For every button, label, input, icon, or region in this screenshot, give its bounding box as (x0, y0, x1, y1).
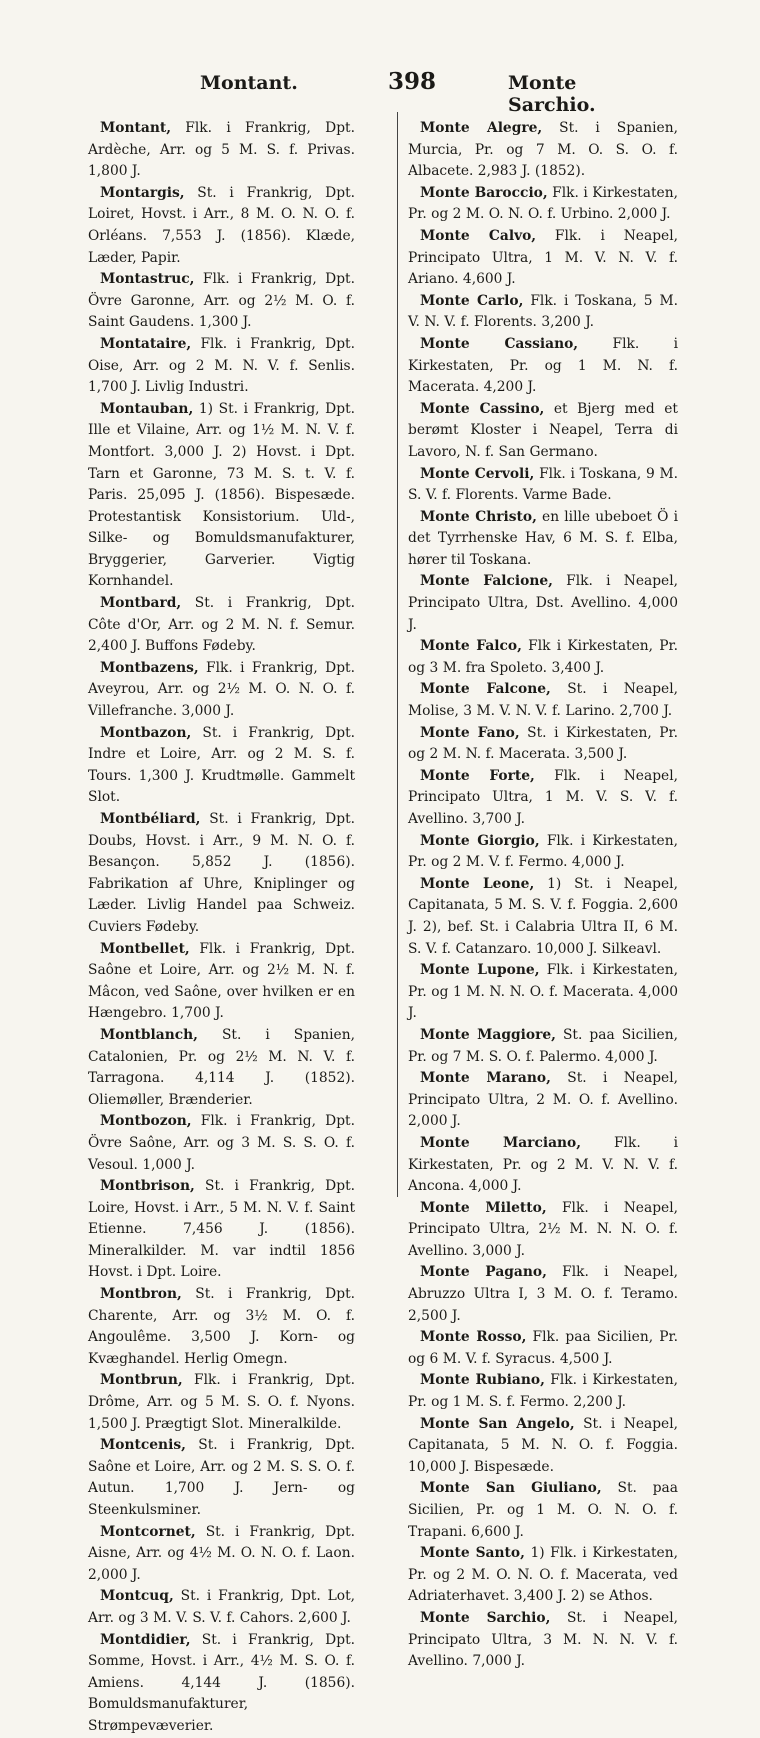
entry-text: Flk. i Kirkestaten, Pr. og 2 M. V. f. Fermo. 4,000 J. (408, 832, 678, 871)
dictionary-entry (88, 1586, 355, 1629)
entry-text: Flk. i Frankrig, Dpt. Drôme, Arr. og 5 M. S. O. f. Nyons. 1,500 J. Prægtigt Slot. Mineralkilde. (88, 1372, 355, 1432)
entry-text: 1) St. i Frankrig, Dpt. Ille et Vilaine, Arr. og 1½ M. N. V. f. Montfort. 3,000 J. 2) Hovst. i Dpt. Tarn et Garonne, 73 M. S. t. V. f. Paris. 25,095 J. (1856). Bispesæde. Protestantisk Konsistorium. Uld-, Silke- og Bomuldsmanufakturer, Bryggerier, Garverier. Vigtig Kornhandel. (88, 400, 355, 590)
dictionary-entry (408, 291, 678, 334)
entry-text: St. i Frankrig, Dpt. Loire, Hovst. i Arr., 5 M. N. V. f. Saint Etienne. 7,456 J. (1856). Mineralkilder. M. var indtil 1856 Hovst. i Dpt. Loire. (88, 1178, 355, 1281)
entry-text: 1) St. i Neapel, Capitanata, 5 M. S. V. f. Foggia. 2,600 J. 2), bef. St. i Calabria Ultra II, 6 M. S. V. f. Catanzaro. 10,000 J. Silkeavl. (408, 875, 678, 957)
entry-text: St. i Neapel, Capitanata, 5 M. N. O. f. Foggia. 10,000 J. Bispesæde. (408, 1415, 678, 1475)
entry-headword: Monte Santo, (420, 1545, 525, 1562)
entry-headword: Montbozon, (100, 1113, 192, 1130)
entry-text: Flk. i Neapel, Principato Ultra, 1 M. V. N. V. f. Ariano. 4,600 J. (408, 227, 678, 288)
entry-text: Flk i Kirkestaten, Pr. og 3 M. fra Spoleto. 3,400 J. (408, 638, 678, 676)
entry-text: Flk. i Kirkestaten, Pr. og 1 M. N. N. O. f. Macerata. 4,000 J. (408, 962, 678, 1022)
entry-headword: Monte Rosso, (420, 1329, 527, 1346)
dictionary-entry (408, 507, 678, 572)
dictionary-entry (88, 1284, 355, 1370)
entry-headword: Montdidier, (100, 1631, 191, 1648)
dictionary-entry (408, 874, 678, 960)
dictionary-entry (408, 183, 678, 226)
dictionary-entry (88, 269, 355, 334)
dictionary-entry (88, 939, 355, 1025)
dictionary-entry (88, 809, 355, 939)
entry-text: St. i Frankrig, Dpt. Loiret, Hovst. i Arr., 8 M. O. N. O. f. Orléans. 7,553 J. (1856). Klæde, Læder, Papir. (88, 184, 355, 266)
dictionary-entry (408, 1262, 678, 1327)
entry-headword: Montbazens, (100, 659, 199, 676)
dictionary-entry (408, 831, 678, 874)
entry-text: St. i Frankrig, Dpt. Charente, Arr. og 3½ M. O. f. Angoulême. 3,500 J. Korn- og Kvæghandel. Herlig Omegn. (88, 1286, 355, 1367)
entry-headword: Monte Cassino, (420, 400, 545, 417)
entry-text: St. paa Sicilien, Pr. og 1 M. O. N. O. f. Trapani. 6,600 J. (408, 1480, 678, 1540)
dictionary-entry (408, 679, 678, 722)
dictionary-entry (408, 118, 678, 183)
entry-text: St. i Neapel, Principato Ultra, 3 M. N. N. V. f. Avellino. 7,000 J. (408, 1609, 678, 1670)
entry-text: Flk. i Frankrig, Dpt. Övre Garonne, Arr. og 2½ M. O. f. Saint Gaudens. 1,300 J. (88, 271, 355, 331)
entry-text: 1) Flk. i Kirkestaten, Pr. og 2 M. O. N. O. f. Macerata, ved Adriaterhavet. 3,400 J. 2) se Athos. (408, 1545, 678, 1605)
dictionary-entry (88, 658, 355, 723)
entry-text: Flk. i Frankrig, Dpt. Ardèche, Arr. og 5 M. S. f. Privas. 1,800 J. (88, 120, 355, 180)
entry-headword: Monte Cervoli, (420, 465, 535, 482)
dictionary-entry (88, 1370, 355, 1435)
entry-headword: Monte Sarchio, (420, 1609, 551, 1626)
dictionary-entry (408, 1068, 678, 1133)
entry-headword: Montbard, (100, 595, 182, 612)
dictionary-entry (88, 334, 355, 399)
entry-headword: Monte Giorgio, (420, 832, 540, 849)
dictionary-entry (408, 399, 678, 464)
dictionary-entry (408, 1133, 678, 1198)
entry-headword: Monte Falcione, (420, 573, 553, 590)
running-head-left: Montant. (200, 72, 298, 94)
entry-headword: Montant, (100, 120, 172, 136)
entry-headword: Montbéliard, (100, 811, 201, 827)
entry-headword: Monte San Giuliano, (420, 1480, 602, 1497)
entry-text: St. i Neapel, Principato Ultra, 2 M. O. f. Avellino. 2,000 J. (408, 1070, 678, 1130)
entry-headword: Montcuq, (100, 1588, 174, 1605)
entry-headword: Monte Forte, (420, 767, 535, 784)
entry-text: Flk. i Frankrig, Dpt. Oise, Arr. og 2 M. N. V. f. Senlis. 1,700 J. Livlig Industri. (88, 335, 355, 396)
dictionary-entry (88, 118, 355, 183)
entry-headword: Monte Falco, (420, 638, 522, 655)
dictionary-entry (408, 1025, 678, 1068)
entry-text: St. i Frankrig, Dpt. Aisne, Arr. og 4½ M. O. N. O. f. Laon. 2,000 J. (88, 1523, 355, 1583)
entry-headword: Monte Cassiano, (420, 335, 579, 352)
entry-text: Flk. i Frankrig, Dpt. Övre Saône, Arr. og 3 M. S. S. O. f. Vesoul. 1,000 J. (88, 1113, 355, 1173)
entry-text: St. paa Sicilien, Pr. og 7 M. S. O. f. Palermo. 4,000 J. (408, 1026, 678, 1065)
entry-text: Flk. i Kirkestaten, Pr. og 2 M. O. N. O. f. Urbino. 2,000 J. (408, 184, 678, 223)
entry-text: St. i Frankrig, Dpt. Doubs, Hovst. i Arr., 9 M. N. O. f. Besançon. 5,852 J. (1856). Fabrikation af Uhre, Kniplinger og Læder. Livlig Handel paa Schweiz. Cuviers Fødeby. (88, 811, 355, 935)
entry-headword: Monte Fano, (420, 724, 520, 741)
entry-headword: Montbazon, (100, 724, 192, 741)
entry-text: Flk. i Neapel, Principato Ultra, 2½ M. N. N. O. f. Avellino. 3,000 J. (408, 1199, 678, 1259)
entry-headword: Montataire, (100, 335, 192, 352)
entry-text: Flk. i Neapel, Principato Ultra, Dst. Avellino. 4,000 J. (408, 573, 679, 633)
entry-headword: Montcenis, (100, 1437, 186, 1454)
entry-text: St. i Frankrig, Dpt. Côte d'Or, Arr. og 2 M. N. f. Semur. 2,400 J. Buffons Fødeby. (88, 595, 355, 655)
entry-headword: Montbellet, (100, 940, 190, 957)
entry-text: St. i Neapel, Molise, 3 M. V. N. V. f. Larino. 2,700 J. (408, 681, 678, 720)
entry-text: St. i Spanien, Murcia, Pr. og 7 M. O. S. O. f. Albacete. 2,983 J. (1852). (408, 120, 678, 180)
dictionary-entry (408, 1478, 678, 1543)
entry-text: Flk. i Neapel, Principato Ultra, 1 M. V. S. V. f. Avellino. 3,700 J. (408, 767, 678, 827)
dictionary-entry (88, 723, 355, 809)
entry-text: Flk. i Toskana, 5 M. V. N. V. f. Florents. 3,200 J. (408, 292, 678, 331)
entry-headword: Montcornet, (100, 1523, 196, 1540)
entry-text: Flk. i Neapel, Abruzzo Ultra I, 3 M. O. f. Teramo. 2,500 J. (408, 1264, 679, 1324)
entry-headword: Montblanch, (100, 1026, 198, 1043)
dictionary-entry (408, 464, 678, 507)
page-number: 398 (388, 68, 437, 95)
dictionary-entry (88, 399, 355, 593)
entry-headword: Monte Marciano, (420, 1134, 582, 1151)
entry-headword: Monte Baroccio, (420, 184, 548, 201)
page-header (90, 66, 645, 116)
entry-text: en lille ubeboet Ö i det Tyrrhenske Hav, 6 M. S. f. Elba, hører til Toskana. (408, 508, 678, 568)
entry-headword: Monte Calvo, (420, 227, 537, 244)
dictionary-entry (408, 571, 678, 636)
entry-headword: Monte Pagano, (420, 1264, 547, 1281)
dictionary-entry (408, 1543, 678, 1608)
entry-text: St. i Kirkestaten, Pr. og 2 M. N. f. Macerata. 3,500 J. (408, 724, 678, 763)
entry-headword: Monte San Angelo, (420, 1415, 575, 1432)
dictionary-entry (88, 1025, 355, 1111)
dictionary-entry (408, 226, 678, 291)
entry-headword: Monte Christo, (420, 508, 537, 525)
entry-text: Flk. i Kirkestaten, Pr. og 1 M. S. f. Fermo. 2,200 J. (408, 1372, 678, 1411)
entry-headword: Montbron, (100, 1286, 182, 1303)
entry-headword: Monte Alegre, (420, 120, 543, 136)
right-column (408, 118, 678, 1673)
dictionary-entry (408, 1608, 678, 1673)
dictionary-entry (408, 1327, 678, 1370)
dictionary-entry (408, 766, 678, 831)
dictionary-entry (88, 1630, 355, 1738)
dictionary-entry (408, 1414, 678, 1479)
entry-text: Flk. i Frankrig, Dpt. Aveyrou, Arr. og 2½ M. O. N. O. f. Villefranche. 3,000 J. (88, 659, 355, 720)
entry-headword: Montastruc, (100, 271, 195, 288)
dictionary-entry (408, 960, 678, 1025)
entry-headword: Montbrison, (100, 1178, 195, 1195)
entry-headword: Monte Falcone, (420, 681, 551, 698)
entry-text: et Bjerg med et berømt Kloster i Neapel, Terra di Lavoro, N. f. San Germano. (408, 400, 678, 460)
entry-headword: Monte Miletto, (420, 1199, 547, 1216)
entry-headword: Montbrun, (100, 1372, 183, 1389)
dictionary-entry (408, 723, 678, 766)
dictionary-entry (88, 1111, 355, 1176)
entry-headword: Monte Carlo, (420, 292, 524, 309)
entry-text: Flk. i Frankrig, Dpt. Saône et Loire, Arr. og 2½ M. N. f. Mâcon, ved Saône, over hvilken er en Hængebro. 1,700 J. (88, 940, 355, 1022)
entry-headword: Monte Lupone, (420, 962, 540, 979)
dictionary-entry (408, 636, 678, 679)
entry-text: Flk. i Kirkestaten, Pr. og 1 M. N. f. Macerata. 4,200 J. (408, 335, 678, 396)
entry-text: Flk. i Kirkestaten, Pr. og 2 M. V. N. V. f. Ancona. 4,000 J. (408, 1134, 679, 1195)
entry-text: St. i Frankrig, Dpt. Indre et Loire, Arr. og 2 M. S. f. Tours. 1,300 J. Krudtmølle. Gammelt Slot. (88, 724, 355, 806)
entry-headword: Monte Maggiore, (420, 1026, 556, 1043)
entry-headword: Montargis, (100, 184, 185, 201)
entry-text: Flk. paa Sicilien, Pr. og 6 M. V. f. Syracus. 4,500 J. (408, 1329, 678, 1367)
entry-text: St. i Frankrig, Dpt. Somme, Hovst. i Arr., 4½ M. S. O. f. Amiens. 4,144 J. (1856). Bomuldsmanufakturer, Strømpevæverier. (88, 1631, 355, 1734)
dictionary-entry (408, 334, 678, 399)
dictionary-entry (88, 593, 355, 658)
running-head-right: Monte Sarchio. (508, 72, 596, 116)
entry-headword: Monte Marano, (420, 1070, 551, 1087)
dictionary-entry (88, 1435, 355, 1521)
entry-text: St. i Frankrig, Dpt. Saône et Loire, Arr. og 2 M. S. S. O. f. Autun. 1,700 J. Jern- og Steenkulsminer. (88, 1437, 355, 1518)
dictionary-entry (408, 1370, 678, 1413)
entry-text: St. i Frankrig, Dpt. Lot, Arr. og 3 M. V. S. V. f. Cahors. 2,600 J. (88, 1588, 355, 1626)
dictionary-entry (408, 1198, 678, 1263)
entry-headword: Monte Rubiano, (420, 1372, 545, 1389)
dictionary-entry (88, 1522, 355, 1587)
entry-headword: Montauban, (100, 400, 194, 417)
column-divider (397, 112, 398, 1197)
left-column (88, 118, 355, 1738)
dictionary-entry (88, 1176, 355, 1284)
entry-headword: Monte Leone, (420, 875, 535, 892)
dictionary-entry (88, 183, 355, 269)
entry-text: Flk. i Toskana, 9 M. S. V. f. Florents. Varme Bade. (408, 465, 679, 504)
entry-text: St. i Spanien, Catalonien, Pr. og 2½ M. N. V. f. Tarragona. 4,114 J. (1852). Oliemøller, Brænderier. (88, 1026, 355, 1108)
